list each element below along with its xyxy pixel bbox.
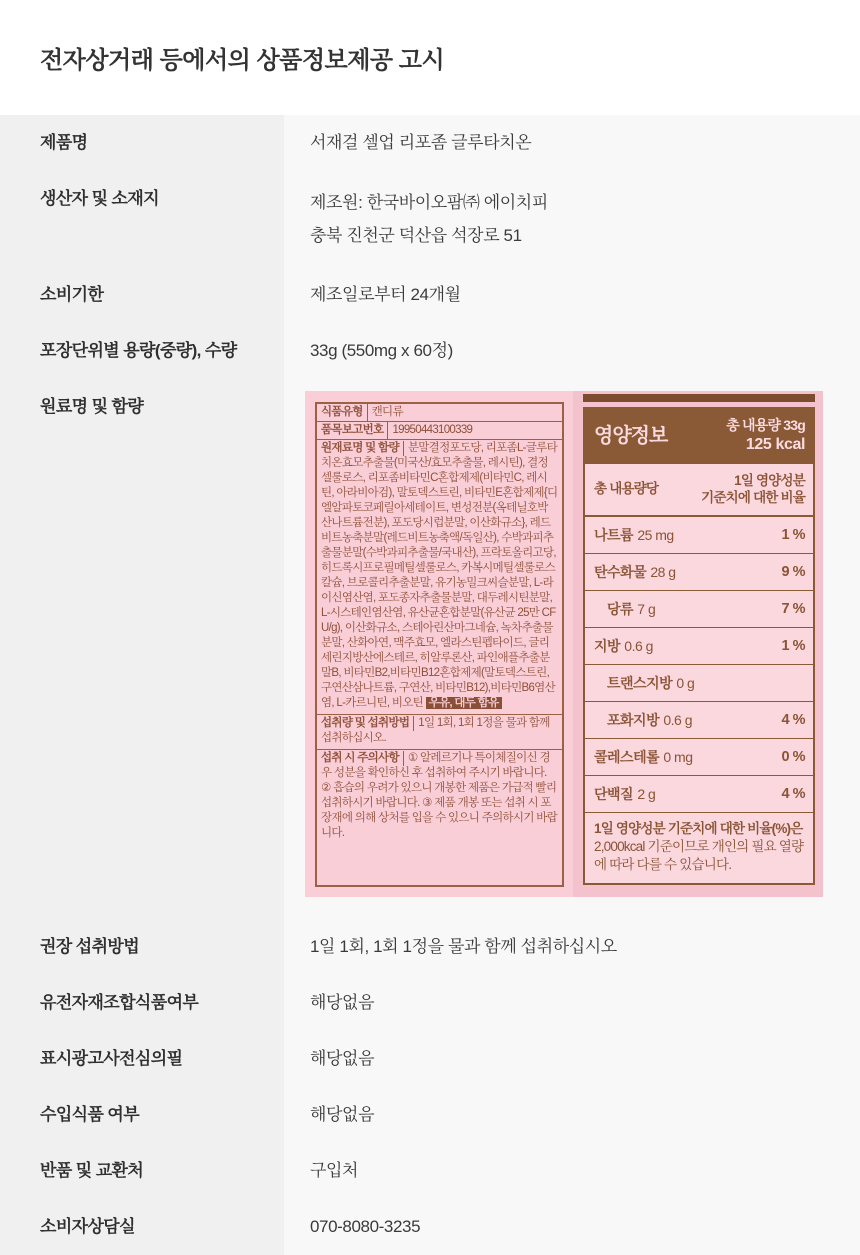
- row-value: 해당없음: [284, 1087, 860, 1143]
- address-line: 충북 진천군 덕산읍 석장로 51: [310, 226, 522, 245]
- row-label: 반품 및 교환처: [0, 1143, 284, 1199]
- table-row-imported: [0, 1087, 860, 1143]
- nutrition-row-protein: 단백질 2 g 4 %: [585, 776, 813, 813]
- row-value: 해당없음: [284, 975, 860, 1031]
- nutrition-row-cholesterol: 콜레스테롤 0 mg 0 %: [585, 739, 813, 776]
- row-label: 권장 섭취방법: [0, 919, 284, 975]
- nutrition-row-sodium: 나트륨 25 mg 1 %: [585, 517, 813, 554]
- intake-method-text: 1일 1회, 1회 1정을 물과 함께 섭취하십시오.: [321, 717, 550, 744]
- table-row-manufacturer: [0, 171, 860, 267]
- intake-method-label: 섭취량 및 섭취방법: [321, 716, 414, 731]
- nutrition-footnote: 1일 영양성분 기준치에 대한 비율(%)은 2,000kcal 기준이므로 개인의 필요 열량에 따라 다를 수 있습니다.: [594, 820, 804, 873]
- total-amount: 총 내용량 33g: [726, 417, 805, 433]
- food-type-label: 식품유형: [317, 404, 368, 421]
- nutrition-facts-panel: [573, 391, 823, 897]
- ingredients-row: [317, 440, 562, 715]
- table-row-customer-service: [0, 1199, 860, 1255]
- row-value: [284, 379, 860, 919]
- caution-row: [317, 750, 562, 844]
- row-label: 유전자재조합식품여부: [0, 975, 284, 1031]
- daily-value-label: 1일 영양성분 기준치에 대한 비율: [701, 472, 805, 506]
- nutrition-facts-table: [583, 407, 815, 885]
- intake-method-row: [317, 715, 562, 750]
- row-value: 구입처: [284, 1143, 860, 1199]
- row-value: 1일 1회, 1회 1정을 물과 함께 섭취하십시오: [284, 919, 860, 975]
- row-label: 수입식품 여부: [0, 1087, 284, 1143]
- row-label: 소비자상담실: [0, 1199, 284, 1255]
- nutrition-row-carbs: 탄수화물 28 g 9 %: [585, 554, 813, 591]
- nutrition-row-satfat: 포화지방 0.6 g 4 %: [585, 702, 813, 739]
- ingredients-label: 원재료명 및 함량: [321, 441, 404, 456]
- manufacturer-line: 제조원: 한국바이오팜㈜ 에이치피: [310, 193, 548, 212]
- row-label: 포장단위별 용량(중량), 수량: [0, 323, 284, 379]
- ingredients-text: 분말결정포도당, 리포좀L-글루타치온효모추출물(미국산/효모추출물, 레시틴), 결정셀룰로스, 리포좀비타민C혼합제제(비타민C, 레시틴, 아라비아검), 말토덱스트린, 비타민E혼합제제{디엘알파토코페릴아세테이트, 변성전분(옥테닐호박산나트륨전분), 포도당시럽분말, 이산화규소}, 레드비트농축분말(레드비트농축액/독일산), 수박과피추출물분말(수박과피추출물/국내산), 프락토올리고당, 히드록시프로필메틸셀룰로스, 카복시메틸셀룰로스칼슘, 브로콜리추출분말, 유기농밀크씨슬분말, L-라이신염산염, 포도종자추출물분말, 대두레시틴분말, L-시스테인염산염, 유산균혼합분말(유산균 25만 CFU/g), 이산화규소, 스테아린산마그네슘, 녹차추출물분말, 산화아연, 맥주효모, 엘라스틴펩타이드, 글리세린지방산에스테르, 히알루론산, 파인애플추출분말B, 비타민B2,비타민B12혼합제제(말토덱스트린, 구연산삼나트륨, 구연산, 비타민B12),비타민B6염산염, L-카르니틴, 비오틴: [321, 442, 558, 709]
- nutrition-row-transfat: 트랜스지방 0 g: [585, 665, 813, 702]
- product-info-table: [0, 115, 860, 1255]
- row-value: 서재걸 셀업 리포좀 글루타치온: [284, 115, 860, 171]
- page-header: [0, 0, 860, 115]
- table-row-ingredients: [0, 379, 860, 919]
- food-type-row: [317, 404, 562, 422]
- table-row-product-name: [0, 115, 860, 171]
- row-value: 제조일로부터 24개월: [284, 267, 860, 323]
- per-amount-label: 총 내용량당: [594, 481, 659, 497]
- ingredient-label-panel: [305, 391, 573, 897]
- row-label: 제품명: [0, 115, 284, 171]
- table-row-gmo: [0, 975, 860, 1031]
- table-row-package-size: [0, 323, 860, 379]
- row-value: 33g (550mg x 60정): [284, 323, 860, 379]
- label-scan-image: [305, 391, 860, 897]
- row-label: 생산자 및 소재지: [0, 171, 284, 267]
- nutrition-total: [726, 417, 805, 455]
- report-number-row: [317, 422, 562, 440]
- calories: 125 kcal: [745, 435, 805, 453]
- row-value: 해당없음: [284, 1031, 860, 1087]
- page-title: 전자상거래 등에서의 상품정보제공 고시: [40, 47, 445, 74]
- scan-crop-artifact: [583, 394, 815, 402]
- ingredient-label-table: [315, 402, 564, 887]
- table-row-ad-review: [0, 1031, 860, 1087]
- food-type-value: 캔디류: [371, 406, 403, 418]
- row-value: 070-8080-3235: [284, 1199, 860, 1255]
- row-label: 표시광고사전심의필: [0, 1031, 284, 1087]
- caution-label: 섭취 시 주의사항: [321, 751, 404, 766]
- table-row-returns: [0, 1143, 860, 1199]
- nutrition-subheader: [585, 464, 813, 517]
- nutrition-row-sugars: 당류 7 g 7 %: [585, 591, 813, 628]
- row-label: 소비기한: [0, 267, 284, 323]
- allergen-badge: 우유, 대두 함유: [426, 697, 502, 709]
- nutrition-header: [585, 409, 813, 464]
- report-number-label: 품목보고번호: [317, 422, 388, 439]
- table-row-recommended-intake: [0, 919, 860, 975]
- row-value: [284, 171, 860, 267]
- table-row-expiry: [0, 267, 860, 323]
- nutrition-row-fat: 지방 0.6 g 1 %: [585, 628, 813, 665]
- caution-text: ① 알레르기나 특이체질이신 경우 성분을 확인하신 후 섭취하여 주시기 바랍니다. ② 흡습의 우려가 있으니 개봉한 제품은 가급적 빨리 섭취하시기 바랍니다. ③ 제품 개봉 또는 섭취 시 포장재에 의해 상처를 입을 수 있으니 주의하시기 바랍니다.: [321, 752, 558, 839]
- report-number-value: 19950443100339: [392, 424, 473, 436]
- row-label: 원료명 및 함량: [0, 379, 284, 919]
- nutrition-title: 영양정보: [594, 424, 668, 447]
